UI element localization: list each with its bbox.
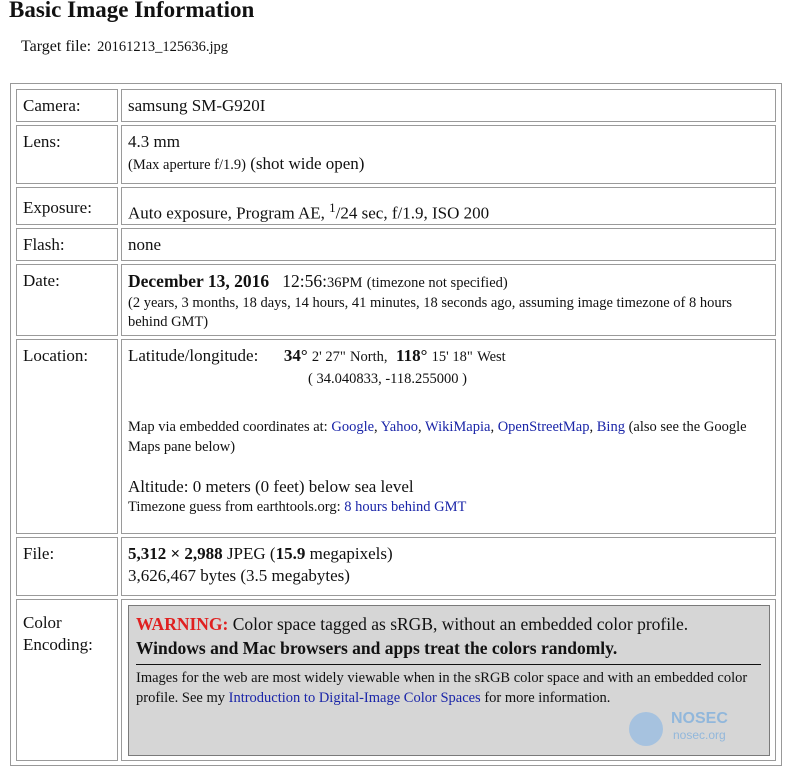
warning-message: Color space tagged as sRGB, without an embedded color profile. bbox=[232, 614, 689, 634]
exposure-numerator: 1 bbox=[329, 200, 336, 215]
map-links-line: Map via embedded coordinates at: Google, Yahoo, WikiMapia, OpenStreetMap, Bing (also see the Google Maps pane below) bbox=[128, 419, 747, 455]
file-value bbox=[121, 537, 776, 596]
color-spaces-link[interactable]: Introduction to Digital-Image Color Spaces bbox=[228, 690, 481, 706]
latlon-label: Latitude/longitude: bbox=[128, 346, 259, 365]
date-ago: (2 years, 3 months, 18 days, 14 hours, 41 minutes, 18 seconds ago, assuming image timezone of 8 hours behind GMT) bbox=[128, 295, 733, 330]
lon-direction: West bbox=[477, 349, 506, 365]
flash-value: none bbox=[121, 228, 776, 261]
map-link-google[interactable]: Google bbox=[331, 419, 375, 435]
altitude: Altitude: 0 meters (0 feet) below sea level bbox=[128, 477, 414, 496]
timezone-link[interactable]: 8 hours behind GMT bbox=[344, 499, 467, 515]
row-camera bbox=[16, 89, 776, 122]
lens-label: Lens: bbox=[16, 125, 118, 184]
map-link-openstreetmap[interactable]: OpenStreetMap bbox=[497, 419, 590, 435]
file-format: JPEG ( bbox=[226, 544, 276, 563]
row-location bbox=[16, 339, 776, 534]
watermark-brand: NOSEC bbox=[671, 710, 728, 727]
lens-aperture: (Max aperture f/1.9) bbox=[128, 157, 246, 173]
exposure-rest: /24 sec, f/1.9, ISO 200 bbox=[335, 203, 490, 223]
exposure-mode: Auto exposure, Program AE, bbox=[128, 203, 325, 223]
row-exposure bbox=[16, 187, 776, 225]
target-file-label: Target file: bbox=[21, 38, 92, 55]
lon-minsec: 15' 18" bbox=[431, 349, 473, 365]
color-info-prefix: Images for the web are most widely viewable when in the sRGB color space and with an embedded color profile. See my bbox=[136, 670, 748, 706]
warning-divider bbox=[136, 664, 761, 665]
date-tz-note: (timezone not specified) bbox=[366, 275, 508, 291]
file-dimensions: 5,312 × 2,988 bbox=[128, 544, 223, 563]
camera-value: samsung SM-G920I bbox=[121, 89, 776, 122]
location-label: Location: bbox=[16, 339, 118, 534]
map-link-wikimapia[interactable]: WikiMapia bbox=[424, 419, 491, 435]
lat-degrees: 34° bbox=[283, 346, 308, 365]
target-file-name: 20161213_125636.jpg bbox=[97, 39, 229, 55]
nosec-logo-icon bbox=[629, 712, 663, 746]
latlon-decimal: ( 34.040833, -118.255000 ) bbox=[308, 371, 467, 387]
map-link-yahoo[interactable]: Yahoo bbox=[380, 419, 418, 435]
date-time-s: 36PM bbox=[326, 275, 363, 291]
watermark-domain: nosec.org bbox=[673, 728, 726, 742]
row-date bbox=[16, 264, 776, 336]
target-file-line bbox=[21, 38, 228, 56]
color-info bbox=[136, 668, 761, 708]
date-label: Date: bbox=[16, 264, 118, 336]
file-label: File: bbox=[16, 537, 118, 596]
color-label: Color Encoding: bbox=[16, 599, 118, 761]
row-lens bbox=[16, 125, 776, 184]
watermark bbox=[629, 712, 749, 748]
row-flash bbox=[16, 228, 776, 261]
file-mp-suffix: megapixels) bbox=[309, 544, 393, 563]
date-day: December 13, 2016 bbox=[128, 271, 270, 291]
file-bytes: 3,626,467 bytes (3.5 megabytes) bbox=[128, 566, 350, 585]
timezone-prefix: Timezone guess from earthtools.org: bbox=[128, 499, 341, 515]
color-warning-text bbox=[136, 612, 761, 660]
color-info-suffix: for more information. bbox=[484, 690, 611, 706]
exposure-label: Exposure: bbox=[16, 187, 118, 225]
file-megapixels: 15.9 bbox=[275, 544, 306, 563]
row-file bbox=[16, 537, 776, 596]
lon-degrees: 118° bbox=[396, 346, 428, 365]
warning-label: WARNING: bbox=[136, 614, 229, 634]
warning-bold: Windows and Mac browsers and apps treat the colors randomly. bbox=[136, 638, 618, 658]
timezone-guess bbox=[128, 498, 775, 517]
page-title: Basic Image Information bbox=[9, 0, 255, 22]
lens-note: (shot wide open) bbox=[250, 154, 365, 173]
map-link-bing[interactable]: Bing bbox=[596, 419, 625, 435]
lat-direction: North, bbox=[350, 349, 388, 365]
location-value bbox=[121, 339, 776, 534]
lens-value bbox=[121, 125, 776, 184]
map-prefix: Map via embedded coordinates at: bbox=[128, 419, 328, 435]
date-time-hm: 12:56: bbox=[282, 271, 327, 291]
camera-label: Camera: bbox=[16, 89, 118, 122]
date-value bbox=[121, 264, 776, 336]
lens-focal: 4.3 mm bbox=[128, 132, 180, 151]
info-table bbox=[10, 83, 782, 766]
flash-label: Flash: bbox=[16, 228, 118, 261]
map-suffix: (also see the Google Maps pane below) bbox=[128, 419, 747, 455]
lat-minsec: 2' 27" bbox=[311, 349, 346, 365]
exposure-value bbox=[121, 187, 776, 225]
